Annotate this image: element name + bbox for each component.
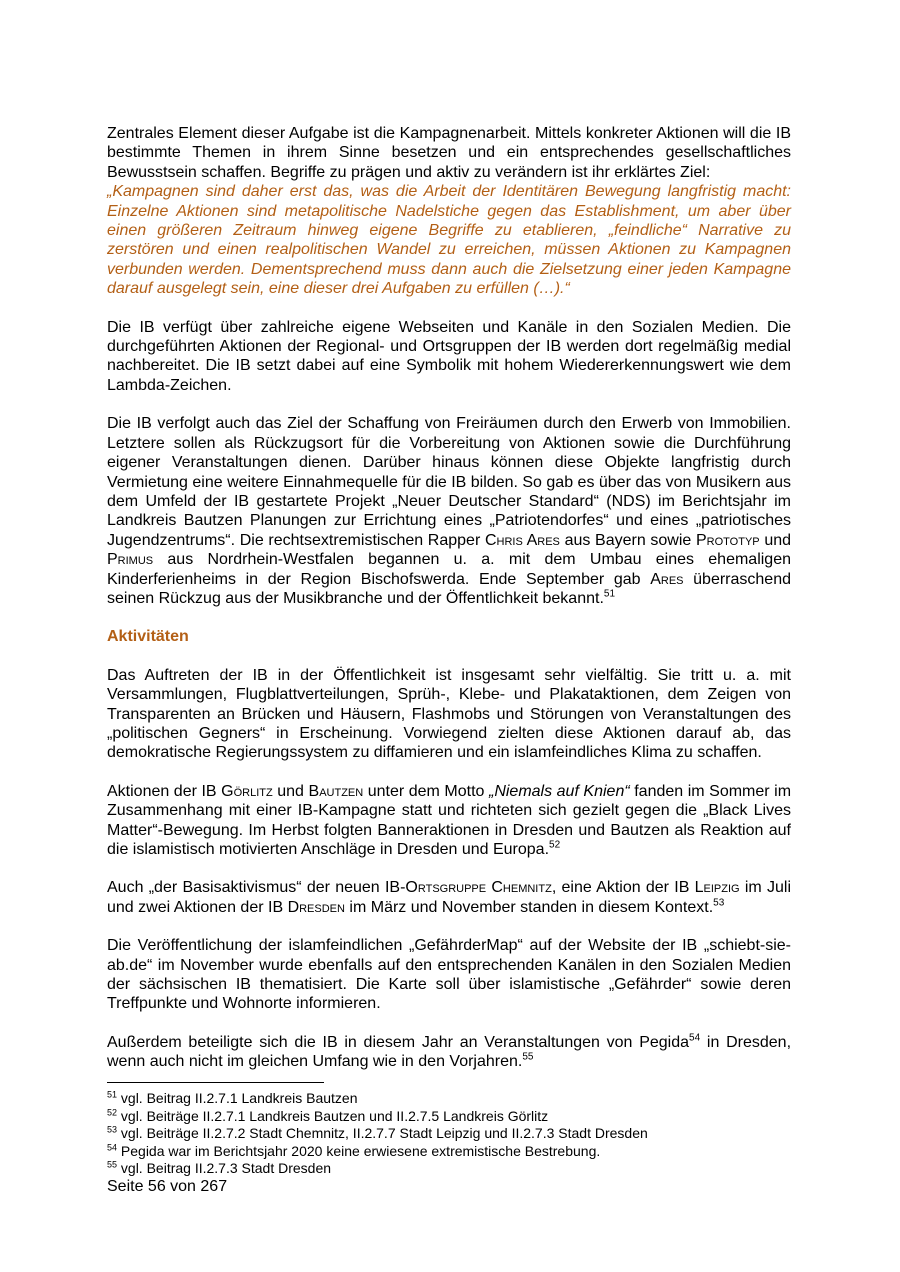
footnote-53: $^{53}$ vgl. Beiträge II.2.7.2 Stadt Chemnitz, II.2.7.7 Stadt Leipzig und II.2.7.3 Stadt Dresden [107,1124,648,1142]
paragraph-gefaehrdermap: Die Veröffentlichung der islamfeindlichen „GefährderMap“ auf der Website der IB „schiebt-sie-ab.de“ im November wurde ebenfalls auf den entsprechenden Kanälen in den Sozialen Medien der sächsischen IB thematisiert. Die Karte soll über islamistische „Gefährder“ sowie deren Treffpunkte und Wohnorte informieren. [107,937,791,1013]
footnote-ref-52: 52 [549,839,561,851]
quote-kampagnen: „Kampagnen sind daher erst das, was die Arbeit der Identitären Bewegung langfristig macht: Einzelne Aktionen sind metapolitische Nadelstiche gegen das Establishment, um aber über einen größeren Zeitraum hinweg eigene Begriffe zu etablieren, „feindliche“ Narrative zu zerstören und einen realpolitischen Wandel zu erreichen, müssen Aktionen zu Kampagnen verbunden werden. Dementsprechend muss dann auch die Zielsetzung einer jeden Kampagne darauf ausgelegt sein, eine dieser drei Aufgaben zu erfüllen (…).“ [107,183,791,298]
page-number: Seite 56 von 267 [107,1178,228,1195]
paragraph-webseiten: Die IB verfügt über zahlreiche eigene Webseiten und Kanäle in den Sozialen Medien. Die durchgeführten Aktionen der Regional- und Ortsgruppen der IB werden dort regelmäßig medial nachbereitet. Die IB setzt dabei auf eine Symbolik mit hohem Wiedererkennungswert wie dem Lambda-Zeichen. [107,318,791,394]
footnote-55: $^{55}$ vgl. Beitrag II.2.7.3 Stadt Dresden [107,1159,332,1177]
footnote-ref-51: 51 [603,588,616,600]
paragraph-pegida: Außerdem beteiligte sich die IB in diesem Jahr an Veranstaltungen von Pegida$^{54}$ in Dresden, wenn auch nicht im gleichen Umfang wie in den Vorjahren.$^{55}$ [107,1032,792,1071]
footnote-51: $^{51}$ vgl. Beitrag II.2.7.1 Landkreis Bautzen [107,1089,358,1106]
footnote-ref-54: 54 [689,1032,701,1044]
section-heading-aktivitaeten: Aktivitäten [107,628,189,646]
footnote-ref-53: 53 [713,897,725,909]
paragraph-basisaktivismus: Auch „der Basisaktivismus“ der neuen IB-Ortsgruppe Chemnitz, eine Aktion der IB Leipzig im Juli und zwei Aktionen der IB Dresden im März und November standen in diesem Kontext.$^{53}$ [107,879,791,916]
footnote-ref-55: 55 [522,1051,534,1063]
paragraph-aktionen-goerlitz-bautzen: Aktionen der IB Görlitz und Bautzen unter dem Motto „Niemals auf Knien“ fanden im Sommer im Zusammenhang mit einer IB-Kampagne statt und richteten sich gezielt gegen die „Black Lives Matter“-Bewegung. Im Herbst folgten Banneraktionen in Dresden und Bautzen als Reaktion auf die islamistisch motivierten Anschläge in Dresden und Europa.$^{52}$ [107,782,792,858]
paragraph-kampagnenarbeit: Zentrales Element dieser Aufgabe ist die Kampagnenarbeit. Mittels konkreter Aktionen will die IB bestimmte Themen in ihrem Sinne besetzen und ein entsprechendes gesellschaftliches Bewusstsein schaffen. Begriffe zu prägen und aktiv zu verändern ist ihr erklärtes Ziel: [107,125,791,181]
footnote-52: $^{52}$ vgl. Beiträge II.2.7.1 Landkreis Bautzen und II.2.7.5 Landkreis Görlitz [107,1106,549,1124]
footnote-divider [107,1082,324,1083]
paragraph-auftreten: Das Auftreten der IB in der Öffentlichkeit ist insgesamt sehr vielfältig. Sie tritt u. a. mit Versammlungen, Flugblattverteilungen, Sprüh-, Klebe- und Plakataktionen, dem Zeigen von Transparenten an Brücken und Häusern, Flashmobs und Störungen von Veranstaltungen des „politischen Gegners“ in Erscheinung. Vorwiegend zielten diese Aktionen darauf ab, das demokratische Regierungssystem zu diffamieren und ein islamfeindliches Klima zu schaffen. [107,666,791,762]
footnotes [107,1090,807,1178]
paragraph-freiraeume: Die IB verfolgt auch das Ziel der Schaffung von Freiräumen durch den Erwerb von Immobilien. Letztere sollen als Rückzugsort für die Vorbereitung von Aktionen sowie die Durchführung eigener Veranstaltungen dienen. Darüber hinaus können diese Objekte langfristig durch Vermietung eine weitere Einnahmequelle für die IB bilden. So gab es über das von Musikern aus dem Umfeld der IB gestartete Projekt „Neuer Deutscher Standard“ (NDS) im Berichtsjahr im Landkreis Bautzen Planungen zur Errichtung eines „Patriotendorfes“ und eines „patriotisches Jugendzentrums“. Die rechtsextremistischen Rapper Chris Ares aus Bayern sowie Prototyp und Primus aus Nordrhein-Westfalen begannen u. a. mit dem Umbau eines ehemaligen Kinderferienheims in der Region Bischofswerda. Ende September gab Ares überraschend seinen Rückzug aus der Musikbranche und der Öffentlichkeit bekannt.$^{51}$ [107,415,792,607]
document-body [107,124,791,1072]
footnote-54: $^{54}$ Pegida war im Berichtsjahr 2020 keine erwiesene extremistische Bestrebung. [107,1142,601,1159]
